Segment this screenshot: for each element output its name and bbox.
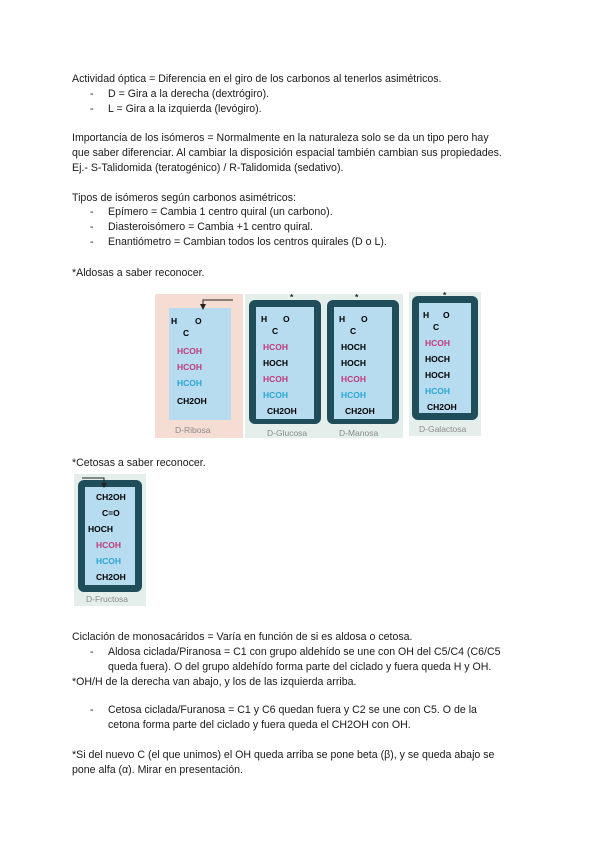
chem-hcoh: HCOH	[177, 378, 203, 388]
chem-ch2oh: CH2OH	[267, 406, 297, 416]
chem-hcoh: HCOH	[341, 390, 367, 400]
chem-c: C	[350, 326, 357, 336]
svg-text:*: *	[443, 292, 447, 300]
aldoses-heading: *Aldosas a saber reconocer.	[72, 267, 205, 279]
chem-hoch: HOCH	[263, 358, 289, 368]
svg-text:*: *	[355, 292, 359, 302]
list-item: - D = Gira a la derecha (dextrógiro).	[90, 87, 530, 102]
chem-h: H	[423, 310, 430, 320]
isomer-types-list	[90, 205, 530, 250]
glucosa-manosa-structures	[245, 292, 403, 438]
isomer-types-title: Tipos de isómeros según carbonos asimétricos:	[72, 192, 296, 204]
optical-activity-list	[90, 87, 530, 117]
chem-hoch: HOCH	[341, 342, 367, 352]
label-fructosa: D-Fructosa	[86, 594, 129, 604]
list-item: - L = Gira a la izquierda (levógiro).	[90, 102, 530, 117]
chem-hcoh: HCOH	[177, 346, 203, 356]
chem-hcoh: HCOH	[96, 556, 122, 566]
cyclation-note: *OH/H de la derecha van abajo, y los de las izquierda arriba.	[72, 676, 357, 688]
chem-o: O	[361, 314, 368, 324]
chem-ch2oh: CH2OH	[427, 402, 457, 412]
chem-ch2oh: CH2OH	[345, 406, 375, 416]
beta-line-2: pone alfa (α). Mirar en presentación.	[72, 764, 244, 776]
list-item: - Cetosa ciclada/Furanosa = C1 y C6 quedan fuera y C2 se une con C5. O de la cetona forma parte del ciclado y fuera queda el CH2OH con OH.	[90, 703, 530, 733]
chem-hcoh: HCOH	[263, 342, 289, 352]
chem-hoch: HOCH	[88, 524, 114, 534]
label-ribosa: D-Ribosa	[175, 425, 211, 435]
chem-hcoh: HCOH	[177, 362, 203, 372]
label-galactosa: D-Galactosa	[419, 424, 467, 434]
chem-c: C	[183, 328, 190, 338]
importance-line-2: que saber diferenciar. Al cambiar la disposición espacial también cambian sus propiedades.	[72, 147, 502, 159]
cyclation-title: Ciclación de monosacáridos = Varía en función de si es aldosa o cetosa.	[72, 631, 413, 643]
chem-o: O	[195, 316, 202, 326]
chem-h: H	[171, 316, 178, 326]
chem-ch2oh: CH2OH	[96, 492, 126, 502]
furanose-list	[90, 703, 530, 733]
chem-h: H	[339, 314, 346, 324]
cyclation-list	[90, 645, 530, 675]
chem-c: C	[433, 322, 440, 332]
list-item: - Epímero = Cambia 1 centro quiral (un carbono).	[90, 205, 530, 220]
importance-line-3: Ej.- S-Talidomida (teratogénico) / R-Talidomida (sedativo).	[72, 162, 344, 174]
galactosa-structure	[409, 292, 481, 436]
chem-hcoh: HCOH	[263, 390, 289, 400]
list-item: - Enantiómetro = Cambian todos los centros quirales (D o L).	[90, 235, 530, 250]
ribosa-structure	[155, 294, 243, 438]
chem-o: O	[443, 310, 450, 320]
chem-hoch: HOCH	[341, 358, 367, 368]
label-glucosa: D-Glucosa	[267, 428, 308, 438]
chem-hcoh: HCOH	[425, 386, 451, 396]
chem-ch2oh: CH2OH	[177, 396, 207, 406]
chem-c: C	[272, 326, 279, 336]
chem-hcoh: HCOH	[263, 374, 289, 384]
chem-hcoh: HCOH	[425, 338, 451, 348]
chem-hoch: HOCH	[425, 354, 451, 364]
list-item: - Aldosa ciclada/Piranosa = C1 con grupo aldehído se une con OH del C5/C4 (C6/C5 queda fuera). O del grupo aldehído forma parte del ciclado y fuera queda H y OH.	[90, 645, 530, 675]
chem-o: O	[283, 314, 290, 324]
optical-activity-title: Actividad óptica = Diferencia en el giro de los carbonos al tenerlos asimétricos.	[72, 73, 442, 85]
chem-hcoh: HCOH	[96, 540, 122, 550]
chem-h: H	[261, 314, 268, 324]
beta-line-1: *Si del nuevo C (el que unimos) el OH queda arriba se pone beta (β), y se queda abajo se	[72, 749, 495, 761]
label-manosa: D-Manosa	[339, 428, 379, 438]
chem-ch2oh: CH2OH	[96, 572, 126, 582]
list-item: - Diasteroisómero = Cambia +1 centro quiral.	[90, 220, 530, 235]
svg-text:*: *	[290, 292, 294, 302]
ketoses-heading: *Cetosas a saber reconocer.	[72, 457, 206, 469]
aldoses-figure	[155, 292, 485, 442]
chem-c-eq-o: C=O	[102, 508, 120, 518]
chem-hoch: HOCH	[425, 370, 451, 380]
ketoses-figure	[74, 474, 146, 606]
chem-hcoh: HCOH	[341, 374, 367, 384]
importance-line-1: Importancia de los isómeros = Normalmente en la naturaleza solo se da un tipo pero hay	[72, 132, 489, 144]
